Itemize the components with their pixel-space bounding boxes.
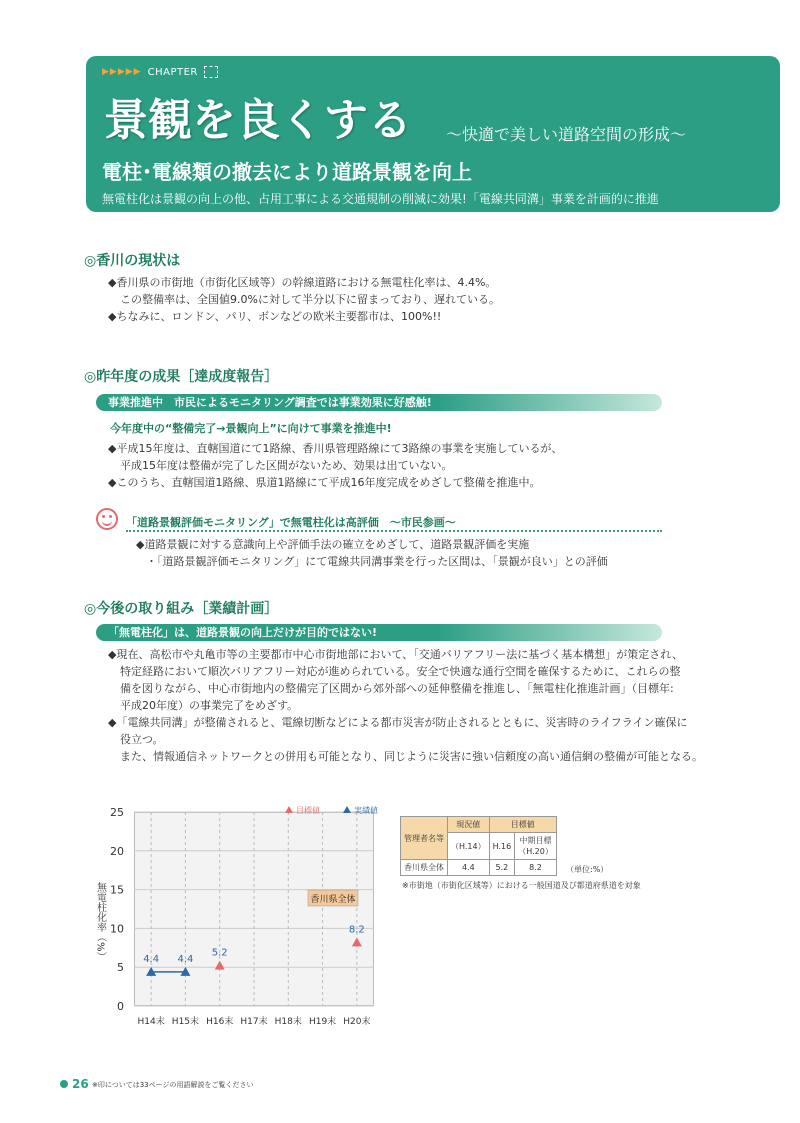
page-number	[60, 1077, 89, 1091]
footnote: ※印については33ページの用語解説をご覧ください	[92, 1081, 254, 1089]
text-line: 平成15年度は整備が完了した区間がないため、効果は出ていない。	[120, 459, 453, 472]
table-cell-name: 香川県全体	[401, 860, 448, 876]
table-cell-h14: 4.4	[448, 860, 490, 876]
table-header-target: 目標値	[489, 817, 556, 833]
table-header-manager: 管理者名等	[401, 817, 448, 860]
table-note: ※市街地（市街化区域等）における一般国道及び都道府県道を対象	[402, 881, 641, 890]
table-unit: （単位:%）	[566, 865, 609, 874]
legend-actual-label: 実績値	[354, 806, 378, 815]
text-line: ◆ちなみに、ロンドン、パリ、ボンなどの欧米主要都市は、100%!!	[108, 310, 442, 323]
evaluation-title: 「道路景観評価モニタリング」で無電柱化は高評価 ～市民参画～	[126, 516, 456, 529]
banner-description: 無電柱化は景観の向上の他、占用工事による交通規制の削減に効果!「電線共同溝」事業を計画的に推進	[102, 192, 659, 206]
x-tick-label: H18末	[274, 1017, 302, 1027]
text-line: 平成20年度）の事業完了をめざす。	[120, 699, 299, 712]
legend-actual-icon	[343, 806, 351, 813]
text-line: 備を図りながら、中心市街地内の整備完了区間から郊外部への延伸整備を推進し、「無電柱化推進計画」（目標年:	[120, 682, 674, 695]
data-label-actual: 4.4	[177, 953, 194, 965]
x-tick-label: H14末	[137, 1017, 165, 1027]
annotation-label: 香川県全体	[310, 895, 356, 905]
y-tick-label: 0	[117, 1000, 124, 1013]
legend-target-icon	[285, 806, 293, 813]
y-tick-label: 20	[110, 844, 124, 858]
text-line: ◆香川県の市街地（市街化区域等）の幹線道路における無電柱化率は、4.4%。	[108, 276, 497, 289]
text-line: ◆現在、高松市や丸亀市等の主要都市中心市街地部において、「交通バリアフリー法に基づく基本構想」が策定され、	[108, 648, 683, 661]
results-body	[108, 440, 562, 491]
table-header-current: 現況値	[448, 817, 490, 833]
text-line: ◆「電線共同溝」が整備されると、電線切断などによる都市災害が防止されるとともに、災害時のライフライン確保に	[108, 716, 688, 729]
data-point-target	[215, 961, 225, 970]
chapter-arrows-icon: ▶▶▶▶▶	[102, 67, 142, 77]
data-label-target: 5.2	[211, 947, 228, 959]
section-future-heading: ◎今後の取り組み［業績計画］	[84, 601, 279, 617]
x-tick-label: H17末	[240, 1017, 268, 1027]
page-dot-icon	[60, 1080, 68, 1088]
data-point-target	[352, 937, 362, 946]
x-tick-label: H15末	[171, 1017, 200, 1027]
page-number-text: 26	[72, 1077, 89, 1091]
future-bar: 「無電柱化」は、道路景観の向上だけが目的ではない!	[96, 624, 662, 641]
section-results-heading: ◎昨年度の成果［達成度報告］	[84, 369, 279, 385]
text-line: また、情報通信ネットワークとの併用も可能となり、同じように災害に強い信頼度の高い通信網の整備が可能となる。	[120, 750, 703, 763]
smiley-icon	[96, 508, 118, 530]
dotted-divider	[126, 530, 662, 532]
x-tick-label: H16末	[206, 1017, 234, 1027]
text-line: ◆道路景観に対する意識向上や評価手法の確立をめざして、道路景観評価を実施	[136, 538, 530, 551]
table-header-h16: H.16	[489, 833, 515, 860]
results-subheading: 今年度中の“整備完了→景観向上”に向けて事業を推進中!	[110, 422, 392, 435]
results-bar: 事業推進中 市民によるモニタリング調査では事業効果に好感触!	[96, 394, 662, 411]
chapter-banner	[86, 56, 780, 212]
target-table	[400, 816, 557, 876]
y-axis-label: 無電柱化率（%）	[94, 882, 106, 962]
y-tick-label: 5	[117, 961, 124, 975]
y-tick-label: 10	[110, 922, 124, 936]
x-tick-label: H19末	[308, 1017, 337, 1027]
chart-svg	[90, 796, 382, 1040]
page-subtitle: ～快適で美しい道路空間の形成～	[446, 125, 687, 144]
data-label-target: 8.2	[348, 924, 365, 936]
banner-headline: 電柱･電線類の撤去により道路景観を向上	[102, 160, 472, 184]
chapter-label: CHAPTER	[147, 66, 198, 78]
y-tick-label: 25	[110, 806, 124, 819]
table-header-mid: 中期目標（H.20）	[515, 833, 557, 860]
evaluation-body	[136, 536, 608, 570]
text-line: この整備率は、全国値9.0%に対して半分以下に留まっており、遅れている。	[120, 293, 500, 306]
data-label-actual: 4.4	[143, 953, 160, 965]
undergrounding-rate-chart	[90, 796, 382, 1040]
future-body	[108, 646, 703, 765]
section-current-status-body	[108, 274, 500, 325]
legend-target-label: 目標値	[296, 806, 320, 815]
page-title: 景観を良くする	[104, 95, 412, 146]
table-cell-h16: 5.2	[489, 860, 515, 876]
section-current-status-heading: ◎香川の現状は	[84, 253, 181, 269]
table-cell-h20: 8.2	[515, 860, 557, 876]
text-line: ・「道路景観評価モニタリング」にて電線共同溝事業を行った区間は、「景観が良い」との評価	[146, 555, 608, 568]
table-row	[401, 860, 557, 876]
y-tick-label: 15	[110, 883, 124, 897]
text-line: 役立つ。	[120, 733, 164, 746]
text-line: ◆平成15年度は、直轄国道にて1路線、香川県管理路線にて3路線の事業を実施しているが、	[108, 442, 563, 455]
table-header-h14: （H.14）	[448, 833, 490, 860]
x-tick-label: H20末	[343, 1017, 371, 1027]
text-line: ◆このうち、直轄国道1路線、県道1路線にて平成16年度完成をめざして整備を推進中。	[108, 476, 541, 489]
text-line: 特定経路において順次バリアフリー対応が進められている。安全で快適な通行空間を確保するために、これらの整	[120, 665, 681, 678]
chapter-number-icon	[204, 66, 218, 78]
chapter-row	[102, 66, 218, 78]
